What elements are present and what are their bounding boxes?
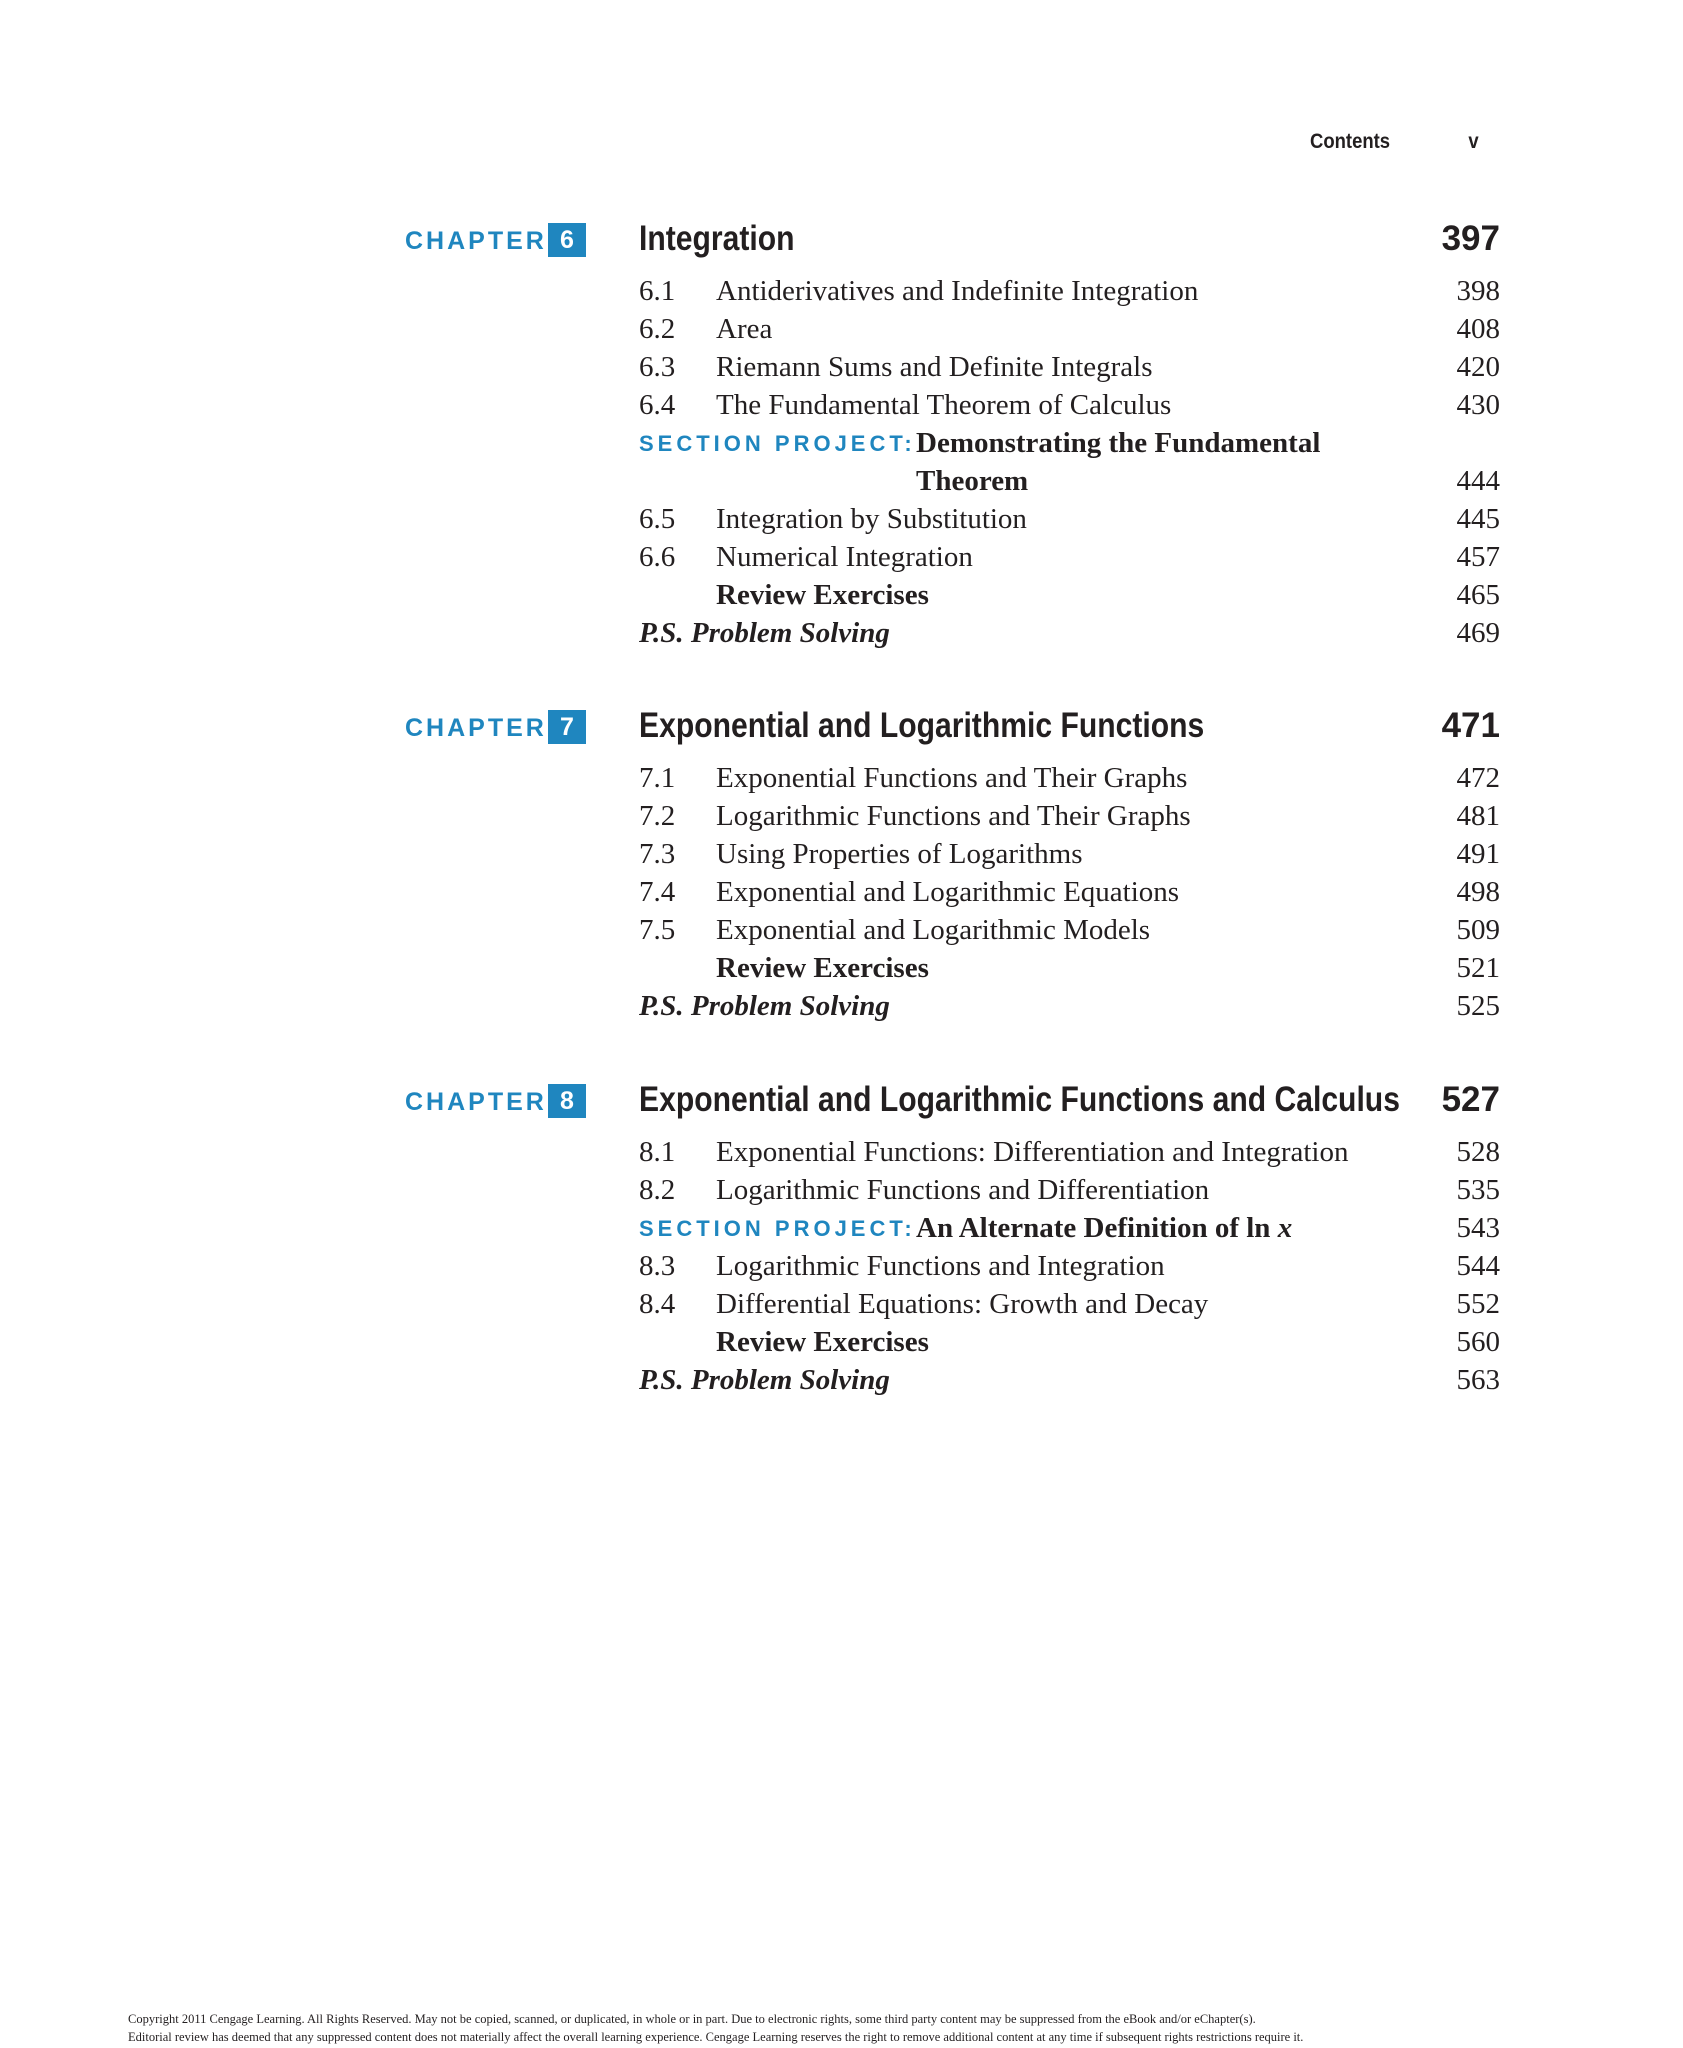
chapter-title[interactable]: Exponential and Logarithmic Functions and Calculus <box>639 1080 1400 1119</box>
section-page-number: 491 <box>1456 838 1500 870</box>
section-title: Exponential Functions: Differentiation and Integration <box>716 1136 1349 1168</box>
section-project-label: SECTION PROJECT: <box>639 431 916 456</box>
toc-entry[interactable] <box>0 1136 1683 1174</box>
section-page-number: 465 <box>1456 579 1500 611</box>
toc-entry[interactable] <box>0 1174 1683 1212</box>
section-number: 7.1 <box>639 762 676 794</box>
section-page-number: 457 <box>1456 541 1500 573</box>
section-project-title-continued: Theorem <box>916 465 1029 497</box>
section-title: Riemann Sums and Definite Integrals <box>716 351 1153 383</box>
section-title: Numerical Integration <box>716 541 973 573</box>
review-exercises-entry[interactable] <box>0 952 1683 990</box>
section-number: 6.6 <box>639 541 676 573</box>
toc-entry[interactable] <box>0 838 1683 876</box>
section-number: 7.3 <box>639 838 676 870</box>
toc-entry[interactable] <box>0 275 1683 313</box>
section-project-label: SECTION PROJECT: <box>639 1216 916 1241</box>
copyright-line-1: Copyright 2011 Cengage Learning. All Rights Reserved. May not be copied, scanned, or duplicated, in whole or in part. Due to electronic rights, some third party content may be suppressed from the eBook and/or eChapter(s). <box>128 2012 1256 2026</box>
section-number: 7.5 <box>639 914 676 946</box>
chapter-page-number: 527 <box>1441 1080 1500 1119</box>
section-number: 8.1 <box>639 1136 676 1168</box>
section-page-number: 472 <box>1456 762 1500 794</box>
problem-solving-entry[interactable] <box>0 1364 1683 1402</box>
chapter-entries <box>0 275 1683 655</box>
toc-entry[interactable] <box>0 313 1683 351</box>
toc-entry[interactable] <box>0 503 1683 541</box>
chapter-page-number: 397 <box>1441 219 1500 258</box>
chapter-entries <box>0 1136 1683 1402</box>
section-number: 6.3 <box>639 351 676 383</box>
problem-solving-entry[interactable] <box>0 617 1683 655</box>
section-project-entry[interactable] <box>0 1212 1683 1250</box>
section-number: 7.4 <box>639 876 676 908</box>
section-page-number: 521 <box>1456 952 1500 984</box>
toc-entry[interactable] <box>0 876 1683 914</box>
section-number: 8.4 <box>639 1288 676 1320</box>
chapter-label: CHAPTER <box>405 227 547 255</box>
section-number: 6.1 <box>639 275 676 307</box>
section-title: Exponential and Logarithmic Models <box>716 914 1151 946</box>
section-project-title: Demonstrating the Fundamental <box>916 427 1321 459</box>
section-page-number: 469 <box>1456 617 1500 649</box>
toc-entry[interactable] <box>0 1288 1683 1326</box>
section-title: The Fundamental Theorem of Calculus <box>716 389 1172 421</box>
running-head-title: Contents <box>1310 130 1391 153</box>
chapter-page-number: 471 <box>1441 706 1500 745</box>
copyright-line-2: Editorial review has deemed that any suppressed content does not materially affect the overall learning experience. Cengage Learning reserves the right to remove additional content at any time if subsequent rights restrictions require it. <box>128 2030 1304 2044</box>
section-number: 8.3 <box>639 1250 676 1282</box>
problem-solving-title: P.S. Problem Solving <box>639 617 890 649</box>
section-project-title-text: An Alternate Definition of ln <box>916 1212 1271 1244</box>
problem-solving-entry[interactable] <box>0 990 1683 1028</box>
section-title: Exponential and Logarithmic Equations <box>716 876 1180 908</box>
section-number: 8.2 <box>639 1174 676 1206</box>
section-page-number: 481 <box>1456 800 1500 832</box>
section-title: Exponential Functions and Their Graphs <box>716 762 1188 794</box>
chapter-title[interactable]: Exponential and Logarithmic Functions <box>639 706 1205 745</box>
section-title: Using Properties of Logarithms <box>716 838 1083 870</box>
review-exercises-entry[interactable] <box>0 1326 1683 1364</box>
section-project-title <box>916 1212 1292 1245</box>
toc-entry[interactable] <box>0 541 1683 579</box>
section-page-number: 563 <box>1456 1364 1500 1396</box>
section-project-entry-continued[interactable] <box>0 465 1683 503</box>
section-number: 7.2 <box>639 800 676 832</box>
section-page-number: 552 <box>1456 1288 1500 1320</box>
toc-entry[interactable] <box>0 800 1683 838</box>
chapter-label: CHAPTER <box>405 714 547 742</box>
section-title: Logarithmic Functions and Integration <box>716 1250 1165 1282</box>
toc-entry[interactable] <box>0 1250 1683 1288</box>
chapter-number-badge: 6 <box>548 223 586 257</box>
section-page-number: 560 <box>1456 1326 1500 1358</box>
copyright-footer <box>128 2010 1568 2046</box>
section-page-number: 408 <box>1456 313 1500 345</box>
section-project-entry[interactable] <box>0 427 1683 465</box>
section-number: 6.2 <box>639 313 676 345</box>
section-title: Logarithmic Functions and Their Graphs <box>716 800 1191 832</box>
running-head-page-number: v <box>1468 130 1479 153</box>
section-page-number: 543 <box>1456 1212 1500 1244</box>
section-page-number: 544 <box>1456 1250 1500 1282</box>
section-page-number: 509 <box>1456 914 1500 946</box>
problem-solving-title: P.S. Problem Solving <box>639 1364 890 1396</box>
review-exercises-entry[interactable] <box>0 579 1683 617</box>
section-title: Antiderivatives and Indefinite Integration <box>716 275 1199 307</box>
section-page-number: 528 <box>1456 1136 1500 1168</box>
section-page-number: 444 <box>1456 465 1500 497</box>
chapter-label: CHAPTER <box>405 1088 547 1116</box>
chapter-number-badge: 8 <box>548 1084 586 1118</box>
review-exercises-title: Review Exercises <box>716 579 929 611</box>
chapter-title[interactable]: Integration <box>639 219 795 258</box>
chapter-entries <box>0 762 1683 1028</box>
section-title: Differential Equations: Growth and Decay <box>716 1288 1209 1320</box>
review-exercises-title: Review Exercises <box>716 1326 929 1358</box>
section-number: 6.5 <box>639 503 676 535</box>
review-exercises-title: Review Exercises <box>716 952 929 984</box>
section-page-number: 498 <box>1456 876 1500 908</box>
section-title: Integration by Substitution <box>716 503 1027 535</box>
toc-entry[interactable] <box>0 762 1683 800</box>
section-project-title-variable: x <box>1277 1212 1293 1244</box>
section-page-number: 445 <box>1456 503 1500 535</box>
problem-solving-title: P.S. Problem Solving <box>639 990 890 1022</box>
toc-entry[interactable] <box>0 389 1683 427</box>
section-page-number: 398 <box>1456 275 1500 307</box>
section-page-number: 430 <box>1456 389 1500 421</box>
section-number: 6.4 <box>639 389 676 421</box>
toc-entry[interactable] <box>0 351 1683 389</box>
toc-entry[interactable] <box>0 914 1683 952</box>
section-page-number: 420 <box>1456 351 1500 383</box>
section-title: Area <box>716 313 773 345</box>
section-page-number: 525 <box>1456 990 1500 1022</box>
chapter-number-badge: 7 <box>548 710 586 744</box>
section-page-number: 535 <box>1456 1174 1500 1206</box>
section-title: Logarithmic Functions and Differentiation <box>716 1174 1210 1206</box>
